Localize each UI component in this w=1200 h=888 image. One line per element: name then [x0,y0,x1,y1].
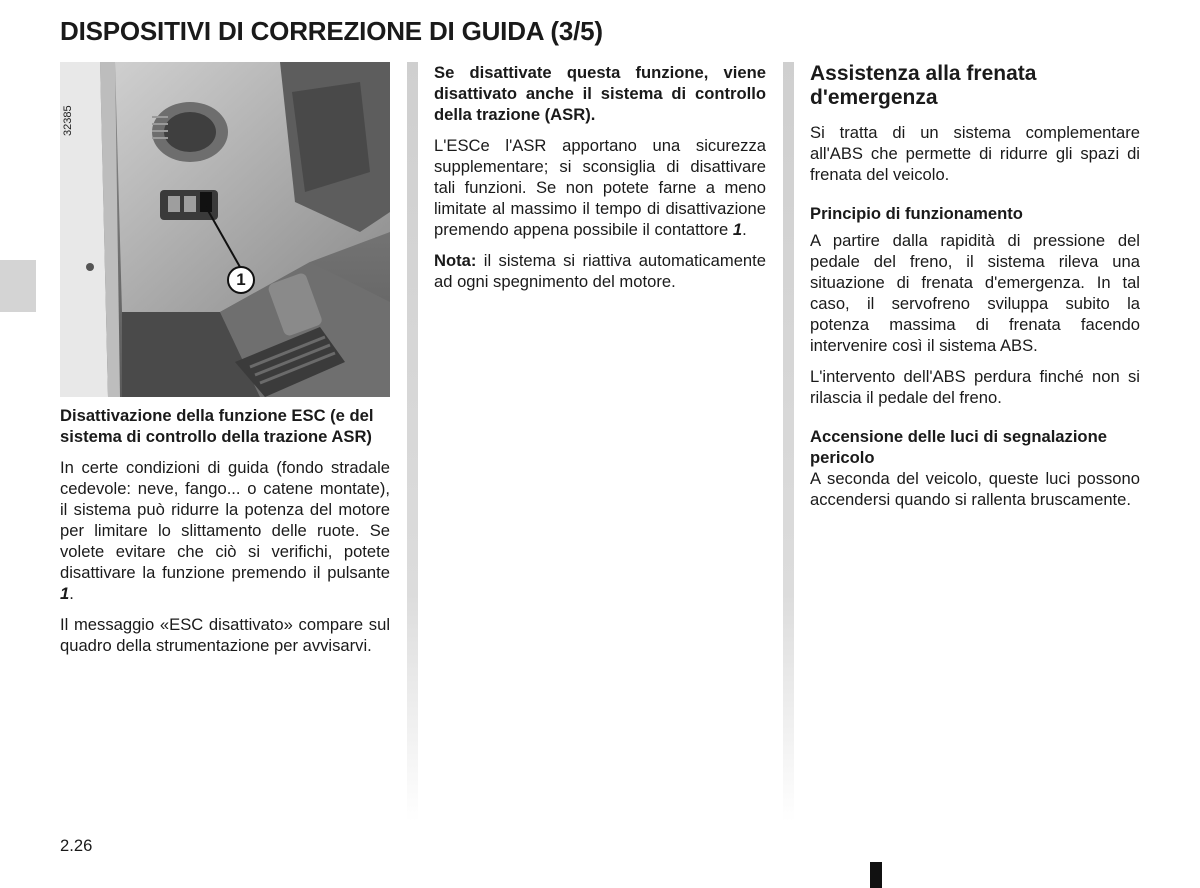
principle-paragraph: A partire dalla rapidità di pressione del pedale del freno, il sistema rileva una situazione di frenata d'emergenza. In tal caso, il servofreno sviluppa subito la potenza massima di frenata facendo intervenire così il sistema ABS. [810,231,1140,355]
esc-paragraph: In certe condizioni di guida (fondo stradale cedevole: neve, fango... o catene montate), il sistema può ridurre la potenza del motore per limitare lo slittamento delle ruote. Se volete evitare che ciò si verifichi, potete disattivare la funzione premendo il pulsante 1. [60,458,390,603]
dashboard-photo [60,62,390,397]
page-number: 2.26 [60,836,93,855]
callout-marker: 1 [227,266,255,294]
column-divider [783,62,794,822]
page-title: DISPOSITIVI DI CORREZIONE DI GUIDA (3/5) [60,16,603,46]
column-middle [434,62,766,302]
button-ref: 1 [60,584,70,603]
note-paragraph: Nota: il sistema si riattiva automaticamente ad ogni spegnimento del motore. [434,251,766,291]
column-divider [407,62,418,822]
button-ref: 1 [732,220,743,239]
note-label: Nota: [434,251,477,270]
figure-caption: Disattivazione della funzione ESC (e del sistema di controllo della trazione ASR) [60,406,374,446]
figure-code: 32385 [62,105,74,136]
corner-mark [870,862,882,888]
section-heading: Assistenza alla frenata d'emergenza [810,62,1037,109]
column-right [810,62,1140,520]
warning-paragraph: Se disattivate questa funzione, viene disattivato anche il sistema di controllo della trazione (ASR). [434,63,766,124]
section-tab [0,260,36,312]
intro-paragraph: Si tratta di un sistema complementare all'ABS che permette di ridurre gli spazi di frenata del veicolo. [810,123,1140,184]
dashboard-illustration [60,62,390,397]
subheading-principle: Principio di funzionamento [810,204,1023,223]
safety-paragraph: L'ESCe l'ASR apportano una sicurezza supplementare; si sconsiglia di disattivare tali funzioni. Se non potete farne a meno limitate al massimo il tempo di disattivazione premendo appena possibile il contattore 1. [434,136,766,239]
subheading-hazard-lights: Accensione delle luci di segnalazione pericolo [810,427,1107,467]
column-left [60,62,390,666]
esc-message-paragraph: Il messaggio «ESC disattivato» compare sul quadro della strumentazione per avvisarvi. [60,615,390,655]
abs-paragraph: L'intervento dell'ABS perdura finché non si rilascia il pedale del freno. [810,367,1140,407]
hazard-paragraph: A seconda del veicolo, queste luci possono accendersi quando si rallenta bruscamente. [810,469,1140,509]
